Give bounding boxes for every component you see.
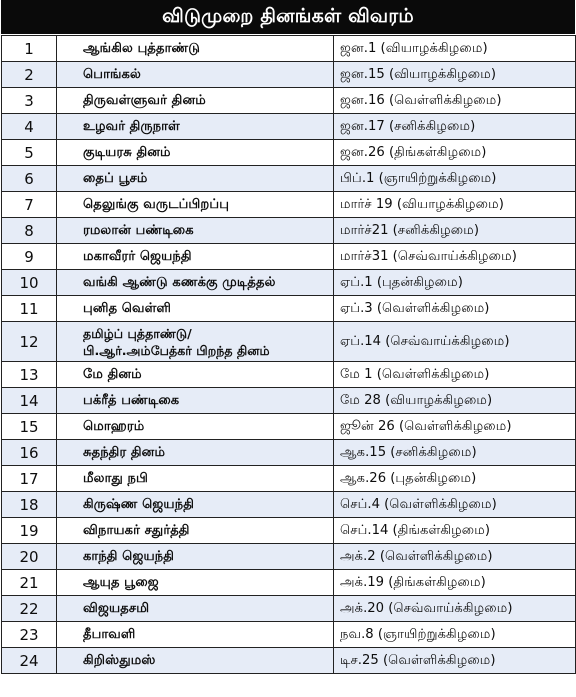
holiday-name: பொங்கல் [57, 62, 334, 88]
row-number: 9 [2, 244, 57, 270]
holiday-name-line: பி.ஆர்.அம்பேத்கர் பிறந்த தினம் [83, 342, 270, 358]
holiday-name: தீபாவளி [57, 622, 334, 648]
holiday-name: தைப் பூசம் [57, 166, 334, 192]
row-number: 10 [2, 270, 57, 296]
holiday-date: ஜன.17 (சனிக்கிழமை) [334, 114, 576, 140]
row-number: 11 [2, 296, 57, 322]
holiday-date: அக்.2 (வெள்ளிக்கிழமை) [334, 544, 576, 570]
holiday-date: ஜன.26 (திங்கள்கிழமை) [334, 140, 576, 166]
holiday-name [57, 322, 334, 362]
table-row [2, 544, 576, 570]
holiday-date: பிப்.1 (ஞாயிற்றுக்கிழமை) [334, 166, 576, 192]
holiday-name: திருவள்ளுவர் தினம் [57, 88, 334, 114]
row-number: 21 [2, 570, 57, 596]
table-row [2, 244, 576, 270]
table-row [2, 166, 576, 192]
holiday-name: பக்ரீத் பண்டிகை [57, 388, 334, 414]
table-row [2, 218, 576, 244]
holiday-date: மே 1 (வெள்ளிக்கிழமை) [334, 362, 576, 388]
holiday-name: மே தினம் [57, 362, 334, 388]
row-number: 18 [2, 492, 57, 518]
holiday-date: ஏப்.14 (செவ்வாய்க்கிழமை) [334, 322, 576, 362]
table-row [2, 492, 576, 518]
table-row [2, 36, 576, 62]
holiday-date: செப்.14 (திங்கள்கிழமை) [334, 518, 576, 544]
holiday-name: தெலுங்கு வருடப்பிறப்பு [57, 192, 334, 218]
holiday-name: கிருஷ்ண ஜெயந்தி [57, 492, 334, 518]
row-number: 19 [2, 518, 57, 544]
row-number: 23 [2, 622, 57, 648]
holiday-date: நவ.8 (ஞாயிற்றுக்கிழமை) [334, 622, 576, 648]
table-row [2, 388, 576, 414]
holiday-date: மார்ச் 19 (வியாழக்கிழமை) [334, 192, 576, 218]
holiday-name: ஆயுத பூஜை [57, 570, 334, 596]
holiday-name: மீலாது நபி [57, 466, 334, 492]
table-row [2, 648, 576, 674]
holiday-date: ஆக.15 (சனிக்கிழமை) [334, 440, 576, 466]
table-row [2, 296, 576, 322]
holiday-name: குடியரசு தினம் [57, 140, 334, 166]
table-row [2, 62, 576, 88]
holiday-date: அக்.20 (செவ்வாய்க்கிழமை) [334, 596, 576, 622]
table-row [2, 192, 576, 218]
row-number: 6 [2, 166, 57, 192]
holiday-name: மகாவீரர் ஜெயந்தி [57, 244, 334, 270]
page-title: விடுமுறை தினங்கள் விவரம் [1, 0, 575, 34]
table-row [2, 270, 576, 296]
holiday-date: ஏப்.1 (புதன்கிழமை) [334, 270, 576, 296]
row-number: 1 [2, 36, 57, 62]
row-number: 16 [2, 440, 57, 466]
table-row [2, 466, 576, 492]
holiday-name: மொஹரம் [57, 414, 334, 440]
holiday-name: உழவர் திருநாள் [57, 114, 334, 140]
holiday-date: மே 28 (வியாழக்கிழமை) [334, 388, 576, 414]
row-number: 13 [2, 362, 57, 388]
holiday-date: ஜன.16 (வெள்ளிக்கிழமை) [334, 88, 576, 114]
table-row [2, 88, 576, 114]
table-row [2, 622, 576, 648]
holiday-name: விஜயதசமி [57, 596, 334, 622]
table-row [2, 440, 576, 466]
table-row [2, 322, 576, 362]
row-number: 3 [2, 88, 57, 114]
holiday-name: கிறிஸ்துமஸ் [57, 648, 334, 674]
holiday-date: டிச.25 (வெள்ளிக்கிழமை) [334, 648, 576, 674]
table-row [2, 140, 576, 166]
holiday-date: ஆக.26 (புதன்கிழமை) [334, 466, 576, 492]
row-number: 20 [2, 544, 57, 570]
holiday-name: வங்கி ஆண்டு கணக்கு முடித்தல் [57, 270, 334, 296]
holiday-table [1, 35, 576, 674]
holiday-date: ஜூன் 26 (வெள்ளிக்கிழமை) [334, 414, 576, 440]
row-number: 24 [2, 648, 57, 674]
holiday-date: மார்ச்31 (செவ்வாய்க்கிழமை) [334, 244, 576, 270]
holiday-date: அக்.19 (திங்கள்கிழமை) [334, 570, 576, 596]
row-number: 22 [2, 596, 57, 622]
row-number: 17 [2, 466, 57, 492]
holiday-table-body [2, 36, 576, 674]
holiday-date: செப்.4 (வெள்ளிக்கிழமை) [334, 492, 576, 518]
holiday-name: புனித வெள்ளி [57, 296, 334, 322]
holiday-name: காந்தி ஜெயந்தி [57, 544, 334, 570]
table-row [2, 518, 576, 544]
holiday-list [1, 0, 575, 674]
holiday-name-line: தமிழ்ப் புத்தாண்டு/ [83, 325, 192, 341]
row-number: 4 [2, 114, 57, 140]
table-row [2, 414, 576, 440]
table-row [2, 570, 576, 596]
row-number: 7 [2, 192, 57, 218]
row-number: 8 [2, 218, 57, 244]
table-row [2, 114, 576, 140]
table-row [2, 362, 576, 388]
holiday-date: ஜன.1 (வியாழக்கிழமை) [334, 36, 576, 62]
holiday-name: ரமலான் பண்டிகை [57, 218, 334, 244]
table-row [2, 596, 576, 622]
holiday-date: மார்ச்21 (சனிக்கிழமை) [334, 218, 576, 244]
holiday-name: ஆங்கில புத்தாண்டு [57, 36, 334, 62]
row-number: 5 [2, 140, 57, 166]
row-number: 15 [2, 414, 57, 440]
row-number: 14 [2, 388, 57, 414]
holiday-name: சுதந்திர தினம் [57, 440, 334, 466]
row-number: 12 [2, 322, 57, 362]
row-number: 2 [2, 62, 57, 88]
holiday-date: ஏப்.3 (வெள்ளிக்கிழமை) [334, 296, 576, 322]
holiday-name: விநாயகர் சதுர்த்தி [57, 518, 334, 544]
holiday-date: ஜன.15 (வியாழக்கிழமை) [334, 62, 576, 88]
